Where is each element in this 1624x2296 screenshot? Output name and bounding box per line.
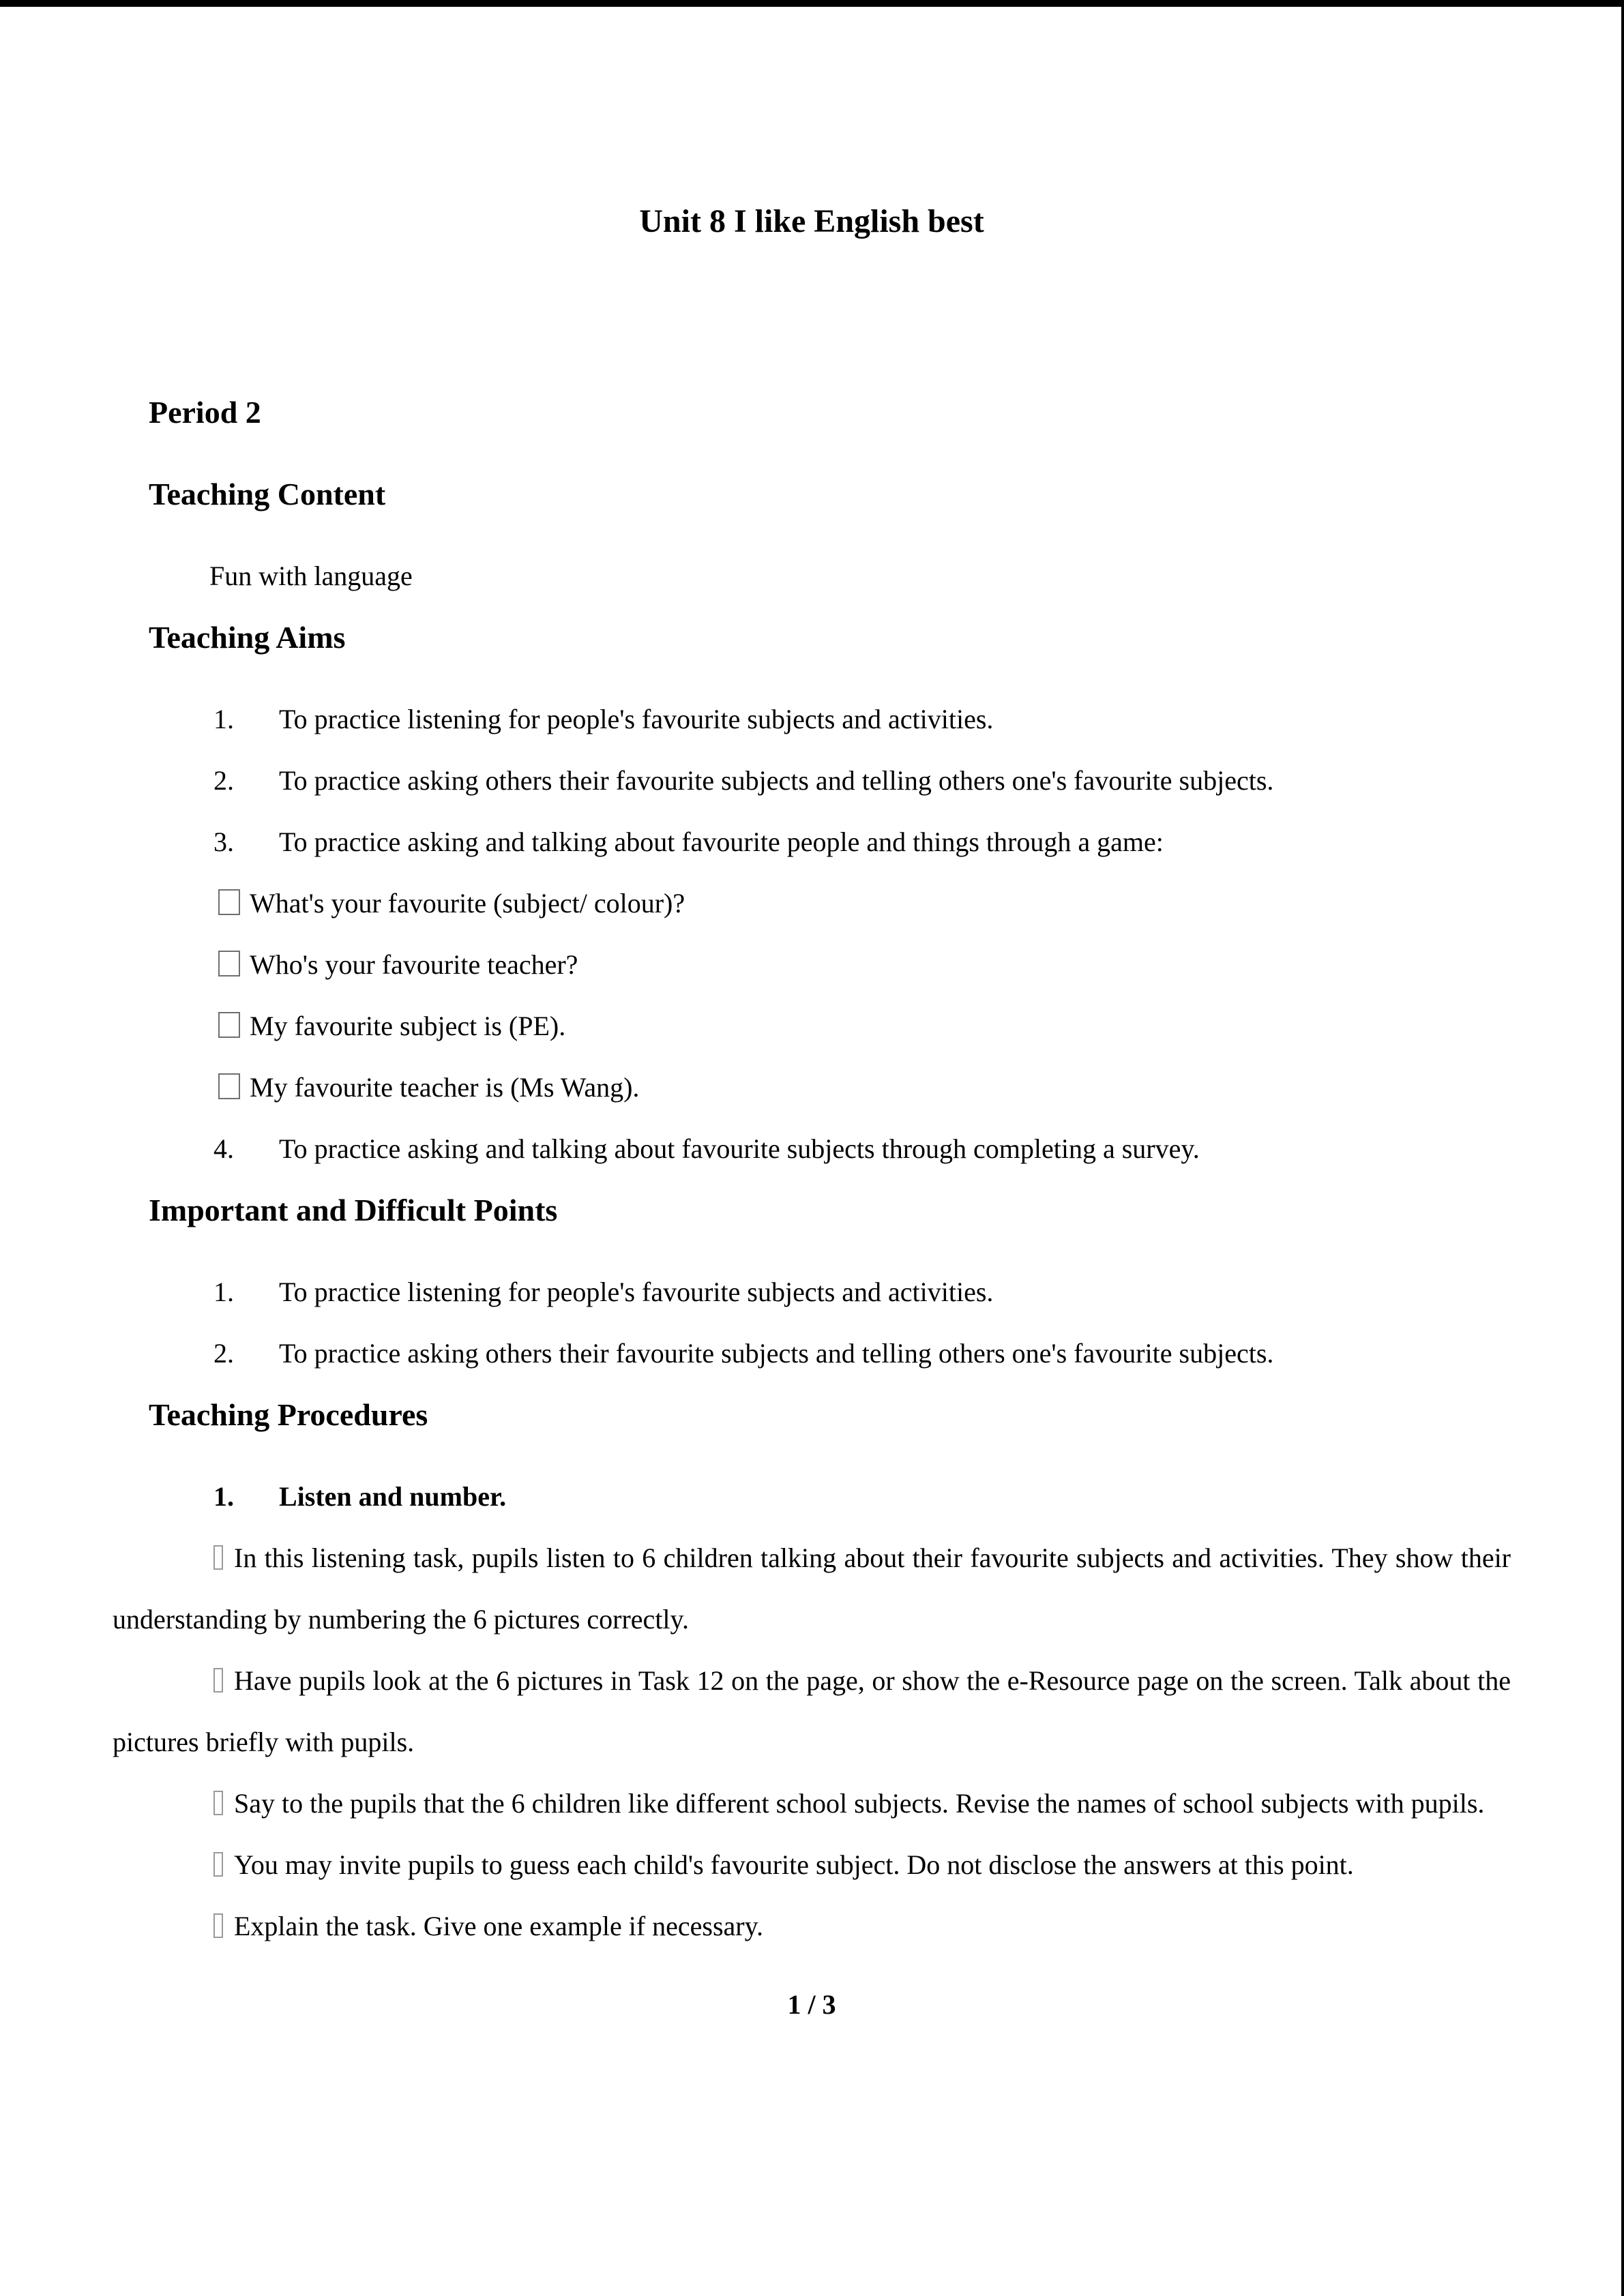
- phrase-line: [218, 873, 1511, 934]
- content-line: Fun with language: [209, 561, 413, 591]
- section-heading: Teaching Content: [149, 477, 386, 511]
- checkbox-tofu-icon: [218, 1012, 240, 1038]
- item-text: To practice asking others their favourite subjects and telling others one's favourite subjects.: [279, 765, 1274, 796]
- page-number: 1 / 3: [787, 1989, 836, 2020]
- item-text: Who's your favourite teacher?: [250, 949, 578, 980]
- phrase-line: [218, 1057, 1511, 1118]
- document-body: [113, 382, 1511, 1957]
- item-text: What's your favourite (subject/ colour)?: [250, 888, 685, 919]
- paragraph-text: In this listening task, pupils listen to 6 children talking about their favourite subjects and activities. They show their understanding by numbering the 6 pictures correctly.: [113, 1542, 1511, 1635]
- document-title: Unit 8 I like English best: [639, 203, 984, 239]
- phrase-line: [218, 934, 1511, 996]
- bullet-tofu-icon: [213, 1852, 223, 1877]
- section-heading: Teaching Aims: [149, 620, 346, 655]
- item-text: My favourite teacher is (Ms Wang).: [250, 1072, 640, 1103]
- item-text: To practice asking others their favourite subjects and telling others one's favourite subjects.: [279, 1338, 1274, 1369]
- item-text: To practice listening for people's favourite subjects and activities.: [279, 1277, 994, 1307]
- document-content: [113, 0, 1511, 2036]
- procedure-paragraph: [113, 1527, 1511, 1650]
- item-text: My favourite subject is (PE).: [250, 1011, 566, 1041]
- numbered-item: [213, 1262, 1511, 1323]
- section-heading: Period 2: [149, 395, 261, 430]
- item-number: 4.: [213, 1133, 234, 1164]
- item-number: 3.: [213, 826, 234, 857]
- item-text: To practice asking and talking about favourite people and things through a game:: [279, 826, 1164, 857]
- procedure-paragraph: [113, 1650, 1511, 1773]
- numbered-item: [213, 750, 1511, 811]
- item-number: 1.: [213, 704, 234, 734]
- section-heading: Important and Difficult Points: [149, 1193, 558, 1227]
- item-number: 2.: [213, 1338, 234, 1369]
- bullet-tofu-icon: [213, 1668, 223, 1693]
- procedure-step-heading: [213, 1466, 1511, 1527]
- scan-right-edge: [1621, 0, 1624, 2296]
- paragraph-text: Have pupils look at the 6 pictures in Task 12 on the page, or show the e-Resource page on the screen. Talk about the pictures briefly with pupils.: [113, 1665, 1511, 1757]
- item-text: To practice asking and talking about favourite subjects through completing a survey.: [279, 1133, 1200, 1164]
- paragraph-text: Explain the task. Give one example if necessary.: [234, 1911, 764, 1941]
- bullet-tofu-icon: [213, 1913, 223, 1938]
- numbered-item: [213, 811, 1511, 873]
- bullet-tofu-icon: [213, 1791, 223, 1815]
- procedure-paragraph: [113, 1773, 1511, 1834]
- paragraph-text: You may invite pupils to guess each child's favourite subject. Do not disclose the answers at this point.: [234, 1849, 1354, 1880]
- checkbox-tofu-icon: [218, 1073, 240, 1099]
- item-text: To practice listening for people's favourite subjects and activities.: [279, 704, 994, 734]
- procedure-paragraph: [113, 1834, 1511, 1896]
- numbered-item: [213, 689, 1511, 750]
- phrase-line: [218, 996, 1511, 1057]
- section-heading: Teaching Procedures: [149, 1397, 428, 1432]
- procedure-paragraph: [113, 1896, 1511, 1957]
- checkbox-tofu-icon: [218, 889, 240, 915]
- numbered-item: [213, 1118, 1511, 1180]
- item-number: 2.: [213, 765, 234, 796]
- numbered-item: [213, 1323, 1511, 1384]
- item-text: Listen and number.: [279, 1481, 507, 1512]
- bullet-tofu-icon: [213, 1545, 223, 1570]
- item-number: 1.: [213, 1481, 234, 1512]
- checkbox-tofu-icon: [218, 951, 240, 976]
- paragraph-text: Say to the pupils that the 6 children like different school subjects. Revise the names of school subjects with pupils.: [234, 1788, 1485, 1819]
- item-number: 1.: [213, 1277, 234, 1307]
